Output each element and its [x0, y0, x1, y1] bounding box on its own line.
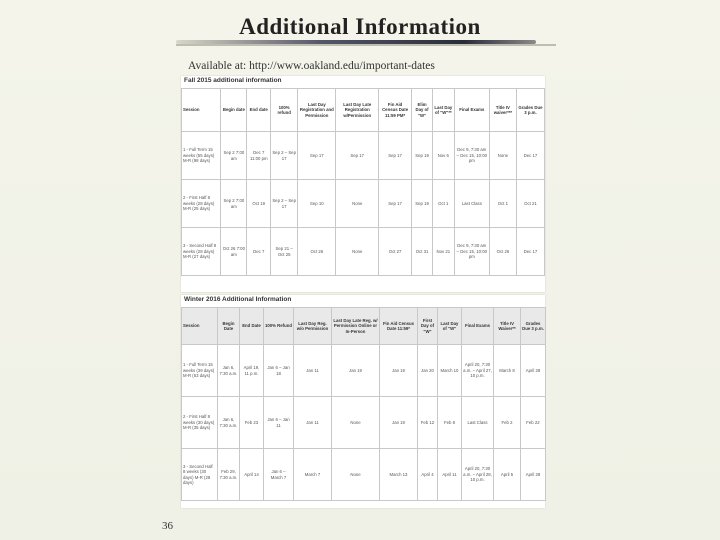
fall-info-document — [181, 76, 545, 292]
column-header: Final Exams — [454, 89, 489, 132]
table-cell: Dec 9, 7:30 am – Dec 15, 10:00 pm — [454, 132, 489, 180]
table-row — [182, 228, 545, 276]
table-cell: 1 - Full Term 15 weeks (55 days) M-R (98 days) — [182, 132, 221, 180]
table-cell: Feb 22 — [521, 397, 546, 449]
table-cell: 2 - First Half 8 weeks (28 days) M-R (25 days) — [182, 180, 221, 228]
column-header: Session — [182, 308, 218, 345]
table-cell: Sep 19 — [412, 180, 433, 228]
column-header: Grades Due 3 p.m. — [521, 308, 546, 345]
table-cell: Dec 9, 7:30 am – Dec 15, 10:00 pm — [454, 228, 489, 276]
column-header: Session — [182, 89, 221, 132]
column-header: Fin Aid Census Date 11:59 PM* — [379, 89, 412, 132]
table-cell: 2 - First Half 8 weeks (30 days) M-R (35 days) — [182, 397, 218, 449]
table-cell: None — [489, 132, 516, 180]
table-row — [182, 132, 545, 180]
table-cell: March 10 — [438, 345, 462, 397]
table-cell: Oct 26 — [298, 228, 336, 276]
table-cell: Sep 21 – Oct 25 — [271, 228, 298, 276]
table-cell: Feb 12 — [418, 397, 438, 449]
table-cell: April 4 — [418, 449, 438, 501]
column-header: Begin Date — [218, 308, 240, 345]
table-cell: Oct 19 — [247, 180, 271, 228]
column-header: Title IV waiver*** — [489, 89, 516, 132]
table-row — [182, 180, 545, 228]
column-header: 100% refund — [271, 89, 298, 132]
table-cell: Sep 17 — [379, 132, 412, 180]
table-cell: Jan 6 – Jan 18 — [264, 345, 294, 397]
column-header: 100% Refund — [264, 308, 294, 345]
table-cell: Dec 7 11:00 pm — [247, 132, 271, 180]
table-cell: Dec 17 — [516, 228, 544, 276]
table-cell: March 8 — [494, 345, 521, 397]
page-number: 36 — [162, 520, 173, 532]
winter-info-title: Winter 2016 Additional Information — [184, 296, 292, 303]
table-cell: Sep 17 — [336, 132, 379, 180]
table-cell: Last Class — [454, 180, 489, 228]
table-cell: April 11 — [438, 449, 462, 501]
table-cell: Sep 19 — [412, 132, 433, 180]
winter-info-table — [181, 307, 546, 501]
table-cell: None — [332, 449, 380, 501]
table-cell: Jan 6, 7:30 a.m. — [218, 345, 240, 397]
column-header: Fin Aid Census Date 11:59* — [380, 308, 418, 345]
table-cell: April 20, 7:30 a.m. – April 28, 10 p.m. — [462, 449, 494, 501]
table-cell: Sep 17 — [298, 132, 336, 180]
table-cell: Feb 2 — [494, 397, 521, 449]
table-cell: None — [336, 180, 379, 228]
column-header: Elim Day of "W" — [412, 89, 433, 132]
table-row — [182, 397, 546, 449]
table-cell: April 28 — [521, 345, 546, 397]
table-row — [182, 449, 546, 501]
table-cell: April 5 — [494, 449, 521, 501]
column-header: Last Day Late Registration w/Permission — [336, 89, 379, 132]
table-cell: Sep 17 — [379, 180, 412, 228]
table-cell: Sep 2 – Sep 17 — [271, 180, 298, 228]
table-cell: Jan 11 — [294, 397, 332, 449]
table-cell: 3 - Second Half 8 weeks (28 days) M-R (27 days) — [182, 228, 221, 276]
table-cell: Oct 26 — [489, 228, 516, 276]
table-cell: April 19, 11 p.m. — [240, 345, 264, 397]
column-header: End date — [247, 89, 271, 132]
fall-info-table — [181, 88, 545, 276]
table-cell: April 20, 7:30 a.m. – April 27, 10 p.m. — [462, 345, 494, 397]
table-cell: Jan 20 — [418, 345, 438, 397]
table-cell: Jan 11 — [294, 345, 332, 397]
table-cell: Oct 31 — [412, 228, 433, 276]
table-cell: Oct 27 — [379, 228, 412, 276]
table-cell: None — [336, 228, 379, 276]
table-cell: Jan 19 — [332, 345, 380, 397]
table-cell: 1 - Full Term 15 weeks (39 days) M-R (63 days) — [182, 345, 218, 397]
table-cell: Feb 8 — [438, 397, 462, 449]
table-cell: Oct 21 — [516, 180, 544, 228]
table-cell: Sep 10 — [298, 180, 336, 228]
table-cell: Oct 1 — [432, 180, 454, 228]
winter-info-document — [181, 295, 545, 508]
table-cell: 3 - Second Half 8 weeks (30 days) M-R (28 days) — [182, 449, 218, 501]
table-cell: Oct 1 — [489, 180, 516, 228]
table-cell: None — [332, 397, 380, 449]
table-row — [182, 345, 546, 397]
table-cell: Dec 7 — [247, 228, 271, 276]
table-cell: Oct 26 7:00 am — [221, 228, 247, 276]
winter-header-row — [182, 308, 546, 345]
slide-title: Additional Information — [239, 14, 481, 39]
table-cell: March 7 — [294, 449, 332, 501]
table-cell: Last Class — [462, 397, 494, 449]
table-cell: April 14 — [240, 449, 264, 501]
table-cell: Feb 29, 7:30 a.m. — [218, 449, 240, 501]
source-url-text: Available at: http://www.oakland.edu/important-dates — [188, 60, 435, 72]
table-cell: Jan 6 – March 7 — [264, 449, 294, 501]
column-header: Title IV Waiver** — [494, 308, 521, 345]
table-cell: Jan 19 — [380, 397, 418, 449]
column-header: Last Day Reg. w/o Permission — [294, 308, 332, 345]
table-cell: Sep 2 7:00 am — [221, 132, 247, 180]
column-header: End Date — [240, 308, 264, 345]
table-cell: March 13 — [380, 449, 418, 501]
fall-header-row — [182, 89, 545, 132]
column-header: Begin date — [221, 89, 247, 132]
title-underline-shadow — [176, 44, 556, 46]
table-cell: Dec 17 — [516, 132, 544, 180]
table-cell: Jan 6 – Jan 11 — [264, 397, 294, 449]
table-cell: Sep 2 7:00 am — [221, 180, 247, 228]
column-header: Final Exams — [462, 308, 494, 345]
column-header: Last Day Registration and Permission — [298, 89, 336, 132]
column-header: Last Day Late Reg. w/ Permission Online or In-Person — [332, 308, 380, 345]
table-cell: Nov 21 — [432, 228, 454, 276]
table-cell: Feb 23 — [240, 397, 264, 449]
column-header: First Day of "W" — [418, 308, 438, 345]
column-header: Last Day of "W" — [438, 308, 462, 345]
column-header: Grades Due 3 p.m. — [516, 89, 544, 132]
fall-info-title: Fall 2015 additional information — [184, 77, 282, 84]
table-cell: April 28 — [521, 449, 546, 501]
table-cell: Jan 6, 7:30 a.m. — [218, 397, 240, 449]
table-cell: Jan 19 — [380, 345, 418, 397]
table-cell: Sep 2 – Sep 17 — [271, 132, 298, 180]
table-cell: Nov 6 — [432, 132, 454, 180]
column-header: Last Day of "W"** — [432, 89, 454, 132]
